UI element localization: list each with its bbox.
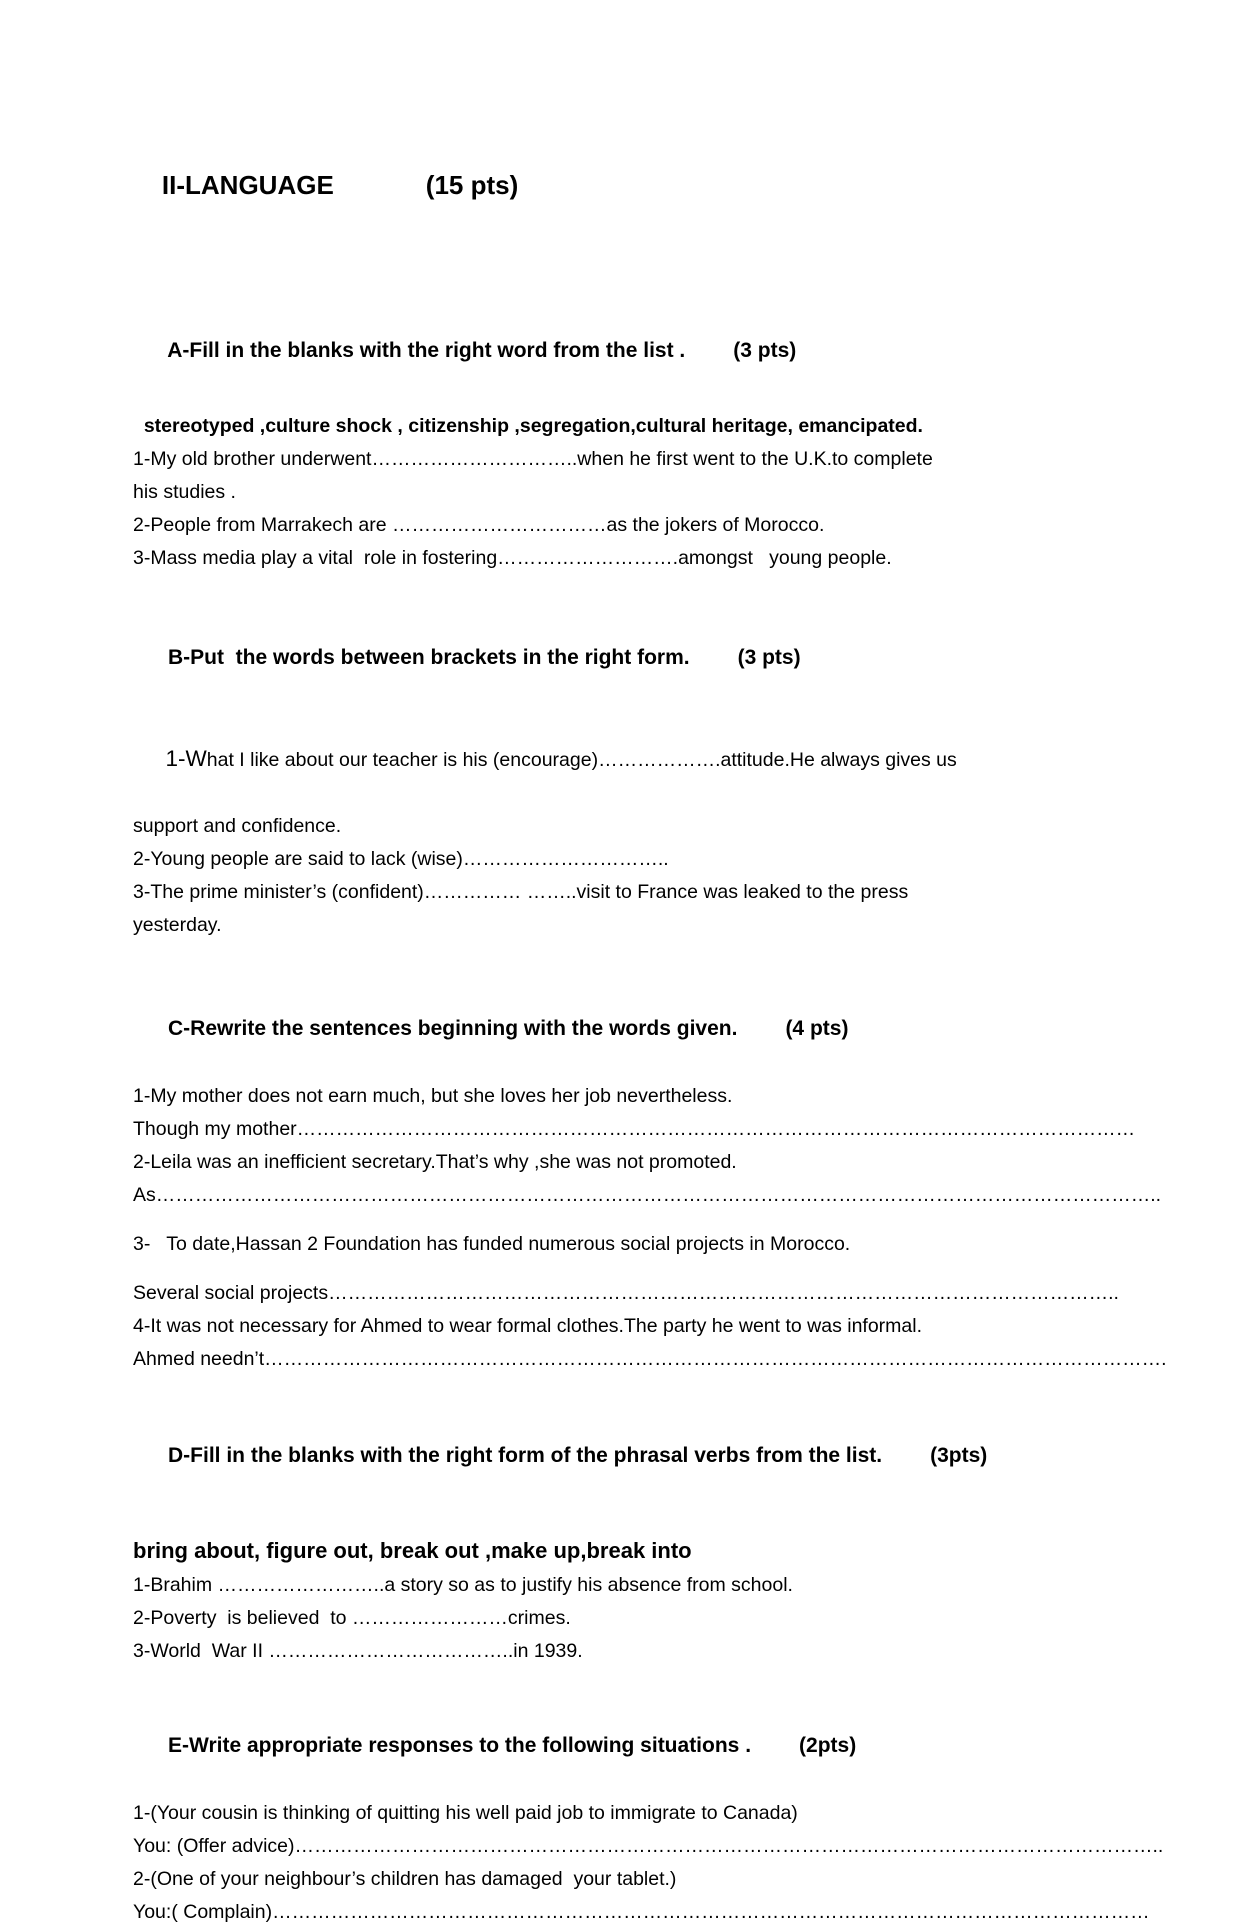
section-e-response-line-1: You: (Offer advice)…………………………………………………………………………………………………………………….. <box>133 1835 1164 1857</box>
section-b-question-1 <box>133 709 1115 810</box>
section-e-response-line-2: You:( Complain)……………………………………………………………………………………………………………………… <box>133 1901 1150 1923</box>
section-a-question-3: 3-Mass media play a vital role in fostering……………………….amongst young people. <box>133 547 892 569</box>
section-c-heading-text: C-Rewrite the sentences beginning with the words given. <box>168 1017 738 1040</box>
section-e-heading <box>133 1695 1115 1797</box>
section-c-question-3: 3- To date,Hassan 2 Foundation has funded numerous social projects in Morocco. <box>133 1233 851 1255</box>
section-e-situation-1: 1-(Your cousin is thinking of quitting his well paid job to immigrate to Canada) <box>133 1802 798 1824</box>
section-d-word-list: bring about, figure out, break out ,make up,break into <box>133 1538 692 1563</box>
page-title <box>133 122 1115 248</box>
section-d-question-2: 2-Poverty is believed to ……………………crimes. <box>133 1607 571 1629</box>
section-e-heading-text: E-Write appropriate responses to the following situations . <box>168 1734 752 1757</box>
section-c-question-4: 4-It was not necessary for Ahmed to wear formal clothes.The party he went to was informal. <box>133 1315 923 1337</box>
section-a <box>133 300 1115 575</box>
section-a-question-1-continuation: his studies . <box>133 481 236 503</box>
page-title-points: (15 pts) <box>425 170 519 200</box>
section-d-heading <box>133 1405 1115 1507</box>
section-b-question-1-lead: 1-W <box>165 746 207 771</box>
section-a-question-2: 2-People from Marrakech are ……………………………as the jokers of Morocco. <box>133 514 825 536</box>
section-b-question-3-continuation: yesterday. <box>133 914 222 936</box>
section-c-question-2: 2-Leila was an inefficient secretary.That’s why ,she was not promoted. <box>133 1151 737 1173</box>
section-b-question-1-continuation: support and confidence. <box>133 815 342 837</box>
section-c-answer-line-2: As……………………………………………………………………………………………………………………………………….. <box>133 1184 1162 1206</box>
section-a-heading <box>133 300 1115 402</box>
section-b-question-1-rest: hat I like about our teacher is his (encourage)……………….attitude.He always gives us <box>206 749 957 771</box>
section-b-question-3: 3-The prime minister’s (confident)…………… ……..visit to France was leaked to the press <box>133 881 909 903</box>
section-d-points: (3pts) <box>930 1444 988 1467</box>
section-a-heading-text: A-Fill in the blanks with the right word from the list . <box>167 339 686 362</box>
section-c-heading <box>133 978 1115 1080</box>
section-c-points: (4 pts) <box>785 1017 849 1040</box>
section-a-word-list: stereotyped ,culture shock , citizenship ,segregation,cultural heritage, emancipated. <box>133 415 923 437</box>
section-a-question-1: 1-My old brother underwent…………………………..when he first went to the U.K.to complete <box>133 448 933 470</box>
section-e-situation-2: 2-(One of your neighbour’s children has damaged your tablet.) <box>133 1868 677 1890</box>
section-c-question-1: 1-My mother does not earn much, but she loves her job nevertheless. <box>133 1085 733 1107</box>
section-c-answer-line-1: Though my mother………………………………………………………………………………………………………………… <box>133 1118 1136 1140</box>
section-a-points: (3 pts) <box>733 339 797 362</box>
section-e <box>133 1695 1164 1929</box>
section-c-answer-line-4: Ahmed needn’t…………………………………………………………………………………………………………………………. <box>133 1348 1167 1370</box>
section-d-question-3: 3-World War II ………………………………..in 1939. <box>133 1640 583 1662</box>
section-b-points: (3 pts) <box>737 646 801 669</box>
section-b-heading-text: B-Put the words between brackets in the right form. <box>168 646 690 669</box>
section-d <box>133 1405 1115 1668</box>
section-b <box>133 607 1115 942</box>
page-title-text: II-LANGUAGE <box>161 170 334 200</box>
section-b-question-2: 2-Young people are said to lack (wise)………………………….. <box>133 848 669 870</box>
section-c <box>133 978 1167 1376</box>
section-c-answer-line-3: Several social projects………………………………………………………………………………………………………….. <box>133 1282 1119 1304</box>
section-d-heading-text: D-Fill in the blanks with the right form of the phrasal verbs from the list. <box>168 1444 883 1467</box>
section-e-points: (2pts) <box>799 1734 857 1757</box>
section-d-question-1: 1-Brahim ……………………..a story so as to justify his absence from school. <box>133 1574 793 1596</box>
section-b-heading <box>133 607 1115 709</box>
